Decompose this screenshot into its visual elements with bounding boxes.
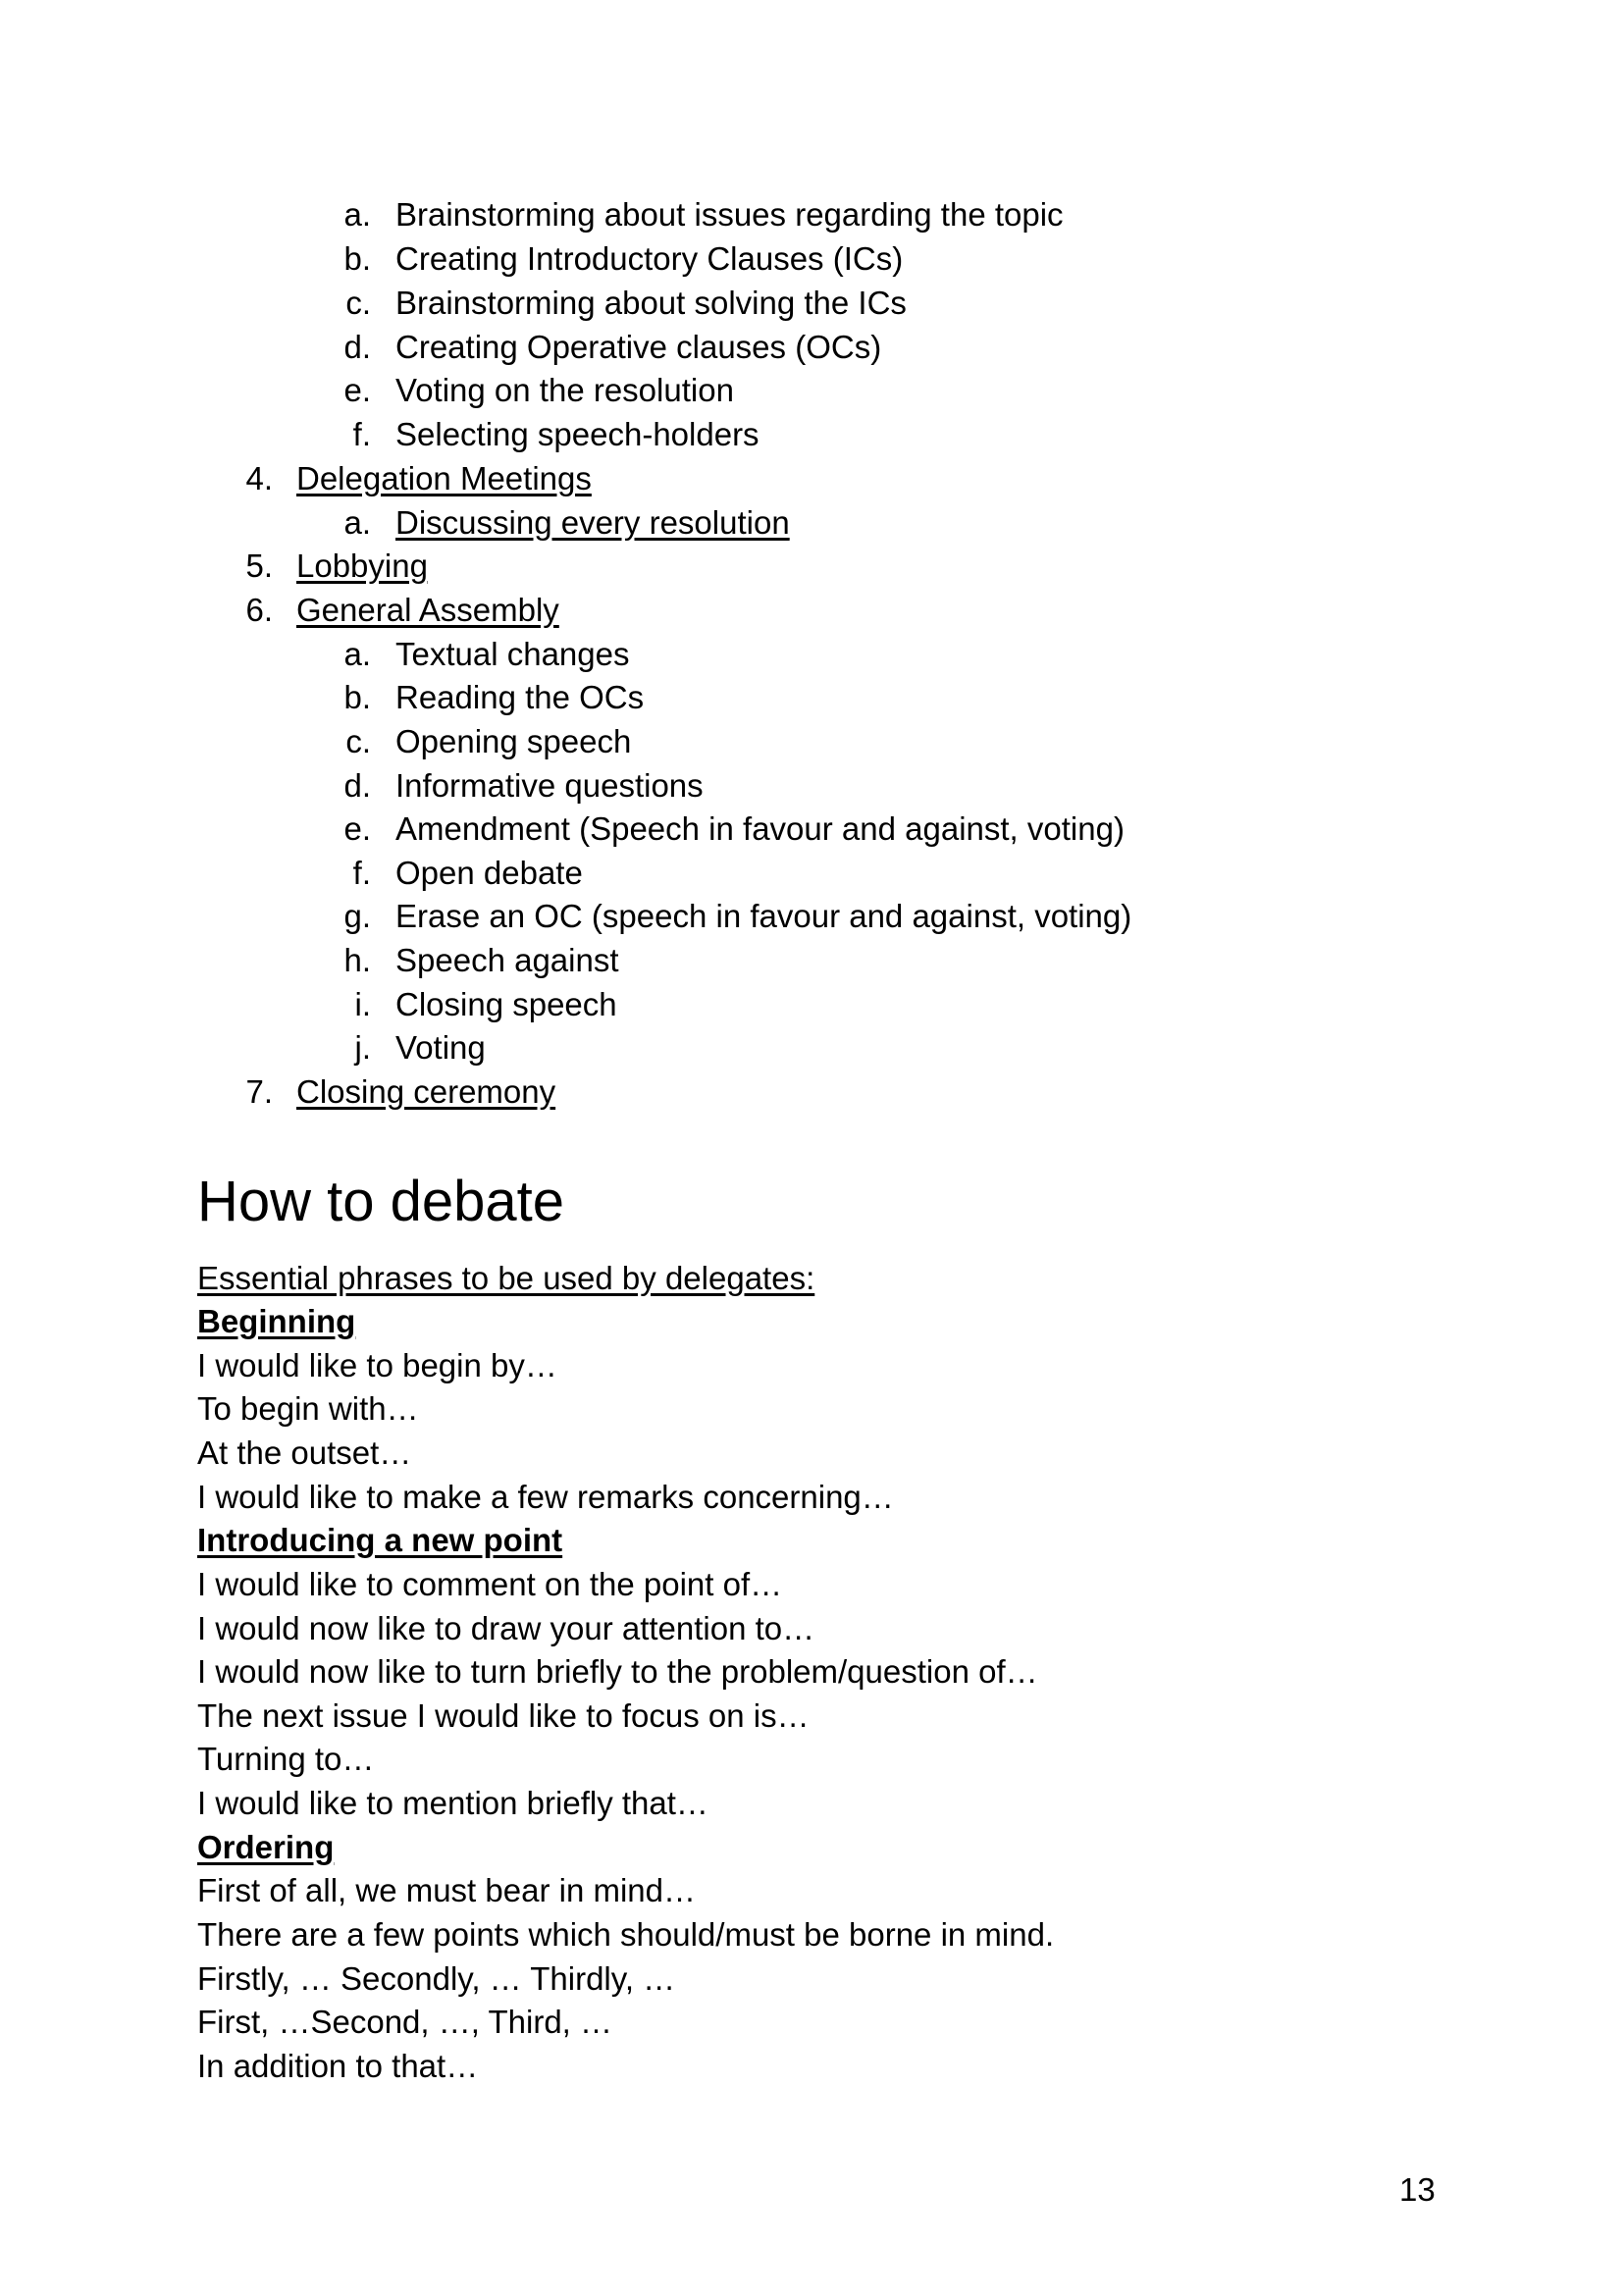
list-marker: 7. <box>245 1073 273 1110</box>
list-marker: c. <box>345 285 371 321</box>
list-marker: g. <box>343 898 371 934</box>
list-marker: d. <box>343 329 371 365</box>
phrase-line: At the outset… <box>197 1434 412 1471</box>
list-marker: h. <box>343 942 371 978</box>
list-item: Textual changes <box>395 636 630 672</box>
list-marker: j. <box>354 1029 371 1066</box>
group-heading-beginning: Beginning <box>197 1303 356 1339</box>
list-marker: f. <box>352 416 371 452</box>
group-heading-introducing-new-point: Introducing a new point <box>197 1522 563 1558</box>
phrase-line: I would like to make a few remarks concerning… <box>197 1479 894 1515</box>
phrase-line: First of all, we must bear in mind… <box>197 1872 696 1908</box>
phrase-line: I would now like to draw your attention to… <box>197 1610 815 1646</box>
outline-item-general-assembly: General Assembly <box>296 592 559 628</box>
phrase-line: The next issue I would like to focus on is… <box>197 1697 810 1734</box>
phrase-line: In addition to that… <box>197 2048 479 2084</box>
list-item: Voting <box>395 1029 486 1066</box>
list-marker: f. <box>352 855 371 891</box>
list-marker: d. <box>343 767 371 804</box>
list-item: Discussing every resolution <box>395 504 790 541</box>
list-item: Brainstorming about issues regarding the topic <box>395 196 1064 233</box>
list-item: Reading the OCs <box>395 679 645 715</box>
list-marker: a. <box>343 504 371 541</box>
phrase-line: Firstly, … Secondly, … Thirdly, … <box>197 1960 676 1997</box>
list-item: Informative questions <box>395 767 704 804</box>
list-marker: e. <box>343 810 371 847</box>
phrase-line: There are a few points which should/must be borne in mind. <box>197 1916 1055 1953</box>
list-marker: b. <box>343 240 371 277</box>
list-item: Amendment (Speech in favour and against, voting) <box>395 810 1125 847</box>
outline-item-lobbying: Lobbying <box>296 548 428 584</box>
phrase-line: I would like to comment on the point of… <box>197 1566 783 1602</box>
page-number: 13 <box>1399 2171 1436 2208</box>
phrase-line: Turning to… <box>197 1741 375 1777</box>
list-marker: b. <box>343 679 371 715</box>
section-intro: Essential phrases to be used by delegates: <box>197 1260 815 1296</box>
list-marker: a. <box>343 196 371 233</box>
outline-item-delegation-meetings: Delegation Meetings <box>296 460 592 496</box>
list-item: Closing speech <box>395 986 617 1022</box>
list-item: Voting on the resolution <box>395 372 734 408</box>
list-marker: c. <box>345 723 371 759</box>
list-item: Creating Introductory Clauses (ICs) <box>395 240 904 277</box>
list-marker: i. <box>354 986 371 1022</box>
phrase-line: I would now like to turn briefly to the problem/question of… <box>197 1653 1038 1690</box>
list-item: Speech against <box>395 942 619 978</box>
phrase-line: To begin with… <box>197 1390 419 1427</box>
list-item: Open debate <box>395 855 583 891</box>
phrase-line: I would like to mention briefly that… <box>197 1785 708 1821</box>
list-item: Erase an OC (speech in favour and against, voting) <box>395 898 1132 934</box>
phrase-line: I would like to begin by… <box>197 1347 557 1383</box>
list-marker: e. <box>343 372 371 408</box>
list-item: Creating Operative clauses (OCs) <box>395 329 882 365</box>
outline-item-closing-ceremony: Closing ceremony <box>296 1073 556 1110</box>
list-item: Opening speech <box>395 723 632 759</box>
list-marker: a. <box>343 636 371 672</box>
list-marker: 4. <box>245 460 273 496</box>
group-heading-ordering: Ordering <box>197 1829 335 1865</box>
section-title: How to debate <box>197 1170 565 1233</box>
phrase-line: First, …Second, …, Third, … <box>197 2004 613 2040</box>
list-item: Brainstorming about solving the ICs <box>395 285 907 321</box>
list-marker: 6. <box>245 592 273 628</box>
list-item: Selecting speech-holders <box>395 416 760 452</box>
list-marker: 5. <box>245 548 273 584</box>
